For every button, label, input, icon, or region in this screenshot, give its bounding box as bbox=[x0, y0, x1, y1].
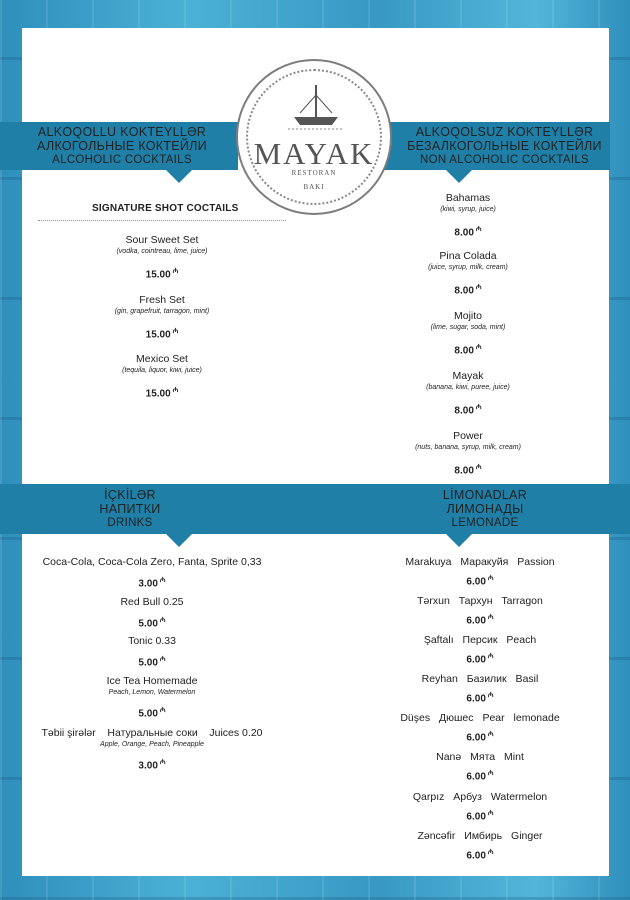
logo-title: MAYAK bbox=[253, 136, 375, 171]
signature-title: SIGNATURE SHOT COCTAILS bbox=[92, 203, 239, 214]
item-price: 15.00 ₼ bbox=[145, 268, 179, 281]
item-desc: Apple, Orange, Peach, Pineapple bbox=[100, 741, 204, 748]
item-price: 6.00 ₼ bbox=[466, 770, 494, 783]
header-arrow bbox=[166, 534, 192, 547]
item-desc: (tequila, liquor, kiwi, juice) bbox=[122, 367, 202, 374]
lemonade-item bbox=[360, 712, 600, 744]
menu-item bbox=[18, 675, 286, 720]
item-name: Coca-Cola, Coca-Cola Zero, Fanta, Sprite 0,33 bbox=[42, 556, 262, 568]
lemonade-item bbox=[360, 830, 600, 862]
item-name: Red Bull 0.25 bbox=[120, 596, 184, 608]
alcoholic-header-en: ALCOHOLIC COCKTAILS bbox=[52, 154, 192, 166]
item-price: 6.00 ₼ bbox=[466, 731, 494, 744]
item-desc: (juice, syrup, milk, cream) bbox=[428, 264, 508, 271]
lemonade-item bbox=[360, 751, 600, 783]
lemonade-header-az: LİMONADLAR bbox=[442, 488, 528, 502]
item-name: Qarpız Арбуз Watermelon bbox=[412, 791, 548, 803]
item-desc: (kiwi, syrup, juice) bbox=[440, 206, 496, 213]
item-price: 8.00 ₼ bbox=[454, 226, 482, 239]
item-name: Marakuya Маракуйя Passion bbox=[405, 556, 555, 568]
item-desc: (lime, sugar, soda, mint) bbox=[430, 324, 506, 331]
item-name: Zəncəfir Имбирь Ginger bbox=[417, 830, 543, 842]
menu-item bbox=[32, 234, 292, 281]
item-price: 6.00 ₼ bbox=[466, 849, 494, 862]
item-desc: (vodka, cointreau, lime, juice) bbox=[116, 248, 208, 255]
logo-subtitle-baki: BAKI bbox=[303, 183, 325, 191]
menu-item bbox=[18, 596, 286, 630]
lemonade-item bbox=[360, 556, 600, 588]
item-price: 6.00 ₼ bbox=[466, 653, 494, 666]
item-price: 6.00 ₼ bbox=[466, 614, 494, 627]
lemonade-item bbox=[360, 595, 600, 627]
lemonade-header bbox=[385, 488, 585, 530]
item-name: Təbii şirələr Натуральные соки Juices 0.20 bbox=[41, 727, 263, 739]
item-price: 3.00 ₼ bbox=[138, 759, 166, 772]
item-price: 8.00 ₼ bbox=[454, 284, 482, 297]
item-name: Düşes Дюшес Pear lemonade bbox=[400, 712, 560, 724]
non-alcoholic-header-az: ALKOQOLSUZ KOKTEYLLƏR bbox=[415, 125, 594, 139]
item-desc: Peach, Lemon, Watermelon bbox=[108, 689, 196, 696]
item-price: 6.00 ₼ bbox=[466, 810, 494, 823]
item-price: 8.00 ₼ bbox=[454, 464, 482, 477]
lemonade-item bbox=[360, 791, 600, 823]
item-name: Power bbox=[453, 430, 483, 442]
item-desc: (nuts, banana, syrup, milk, cream) bbox=[415, 444, 521, 451]
menu-item bbox=[338, 310, 598, 357]
item-price: 8.00 ₼ bbox=[454, 344, 482, 357]
lemonade-item bbox=[360, 673, 600, 705]
item-name: Nanə Мята Mint bbox=[436, 751, 524, 763]
item-price: 6.00 ₼ bbox=[466, 692, 494, 705]
drinks-header bbox=[40, 488, 220, 530]
item-price: 3.00 ₼ bbox=[138, 577, 166, 590]
header-arrow bbox=[166, 170, 192, 183]
item-price: 5.00 ₼ bbox=[138, 707, 166, 720]
menu-item bbox=[338, 250, 598, 297]
drinks-header-en: DRINKS bbox=[107, 517, 153, 529]
item-name: Mayak bbox=[452, 370, 484, 382]
menu-item bbox=[32, 294, 292, 341]
lemonade-header-ru: ЛИМОНАДЫ bbox=[446, 502, 524, 516]
non-alcoholic-header bbox=[402, 125, 607, 167]
item-desc: (banana, kiwi, puree, juice) bbox=[426, 384, 510, 391]
item-name: Şaftalı Персик Peach bbox=[423, 634, 537, 646]
menu-item bbox=[18, 635, 286, 669]
item-name: Mexico Set bbox=[136, 353, 188, 365]
item-name: Fresh Set bbox=[139, 294, 185, 306]
item-price: 6.00 ₼ bbox=[466, 575, 494, 588]
menu-item bbox=[338, 370, 598, 417]
dotted-divider bbox=[38, 220, 286, 221]
item-price: 15.00 ₼ bbox=[145, 328, 179, 341]
item-name: Tərxun Тархун Tarragon bbox=[417, 595, 543, 607]
drinks-header-az: İÇKİLƏR bbox=[104, 488, 156, 502]
item-name: Mojito bbox=[453, 310, 482, 322]
menu-item bbox=[338, 192, 598, 239]
ship-icon bbox=[288, 83, 344, 135]
logo-subtitle-restoran: RESTORAN bbox=[291, 169, 337, 177]
lemonade-header-en: LEMONADE bbox=[451, 517, 519, 529]
item-desc: (gin, grapefruit, tarragon, mint) bbox=[114, 308, 210, 315]
item-name: Ice Tea Homemade bbox=[106, 675, 198, 687]
non-alcoholic-header-ru: БЕЗАЛКОГОЛЬНЫЕ КОКТЕЙЛИ bbox=[407, 139, 602, 153]
menu-item bbox=[338, 430, 598, 477]
item-price: 8.00 ₼ bbox=[454, 404, 482, 417]
alcoholic-header-az: ALKOQOLLU KOKTEYLLƏR bbox=[37, 125, 207, 139]
item-name: Bahamas bbox=[445, 192, 491, 204]
item-price: 5.00 ₼ bbox=[138, 617, 166, 630]
menu-item bbox=[18, 727, 286, 772]
lemonade-item bbox=[360, 634, 600, 666]
drinks-header-ru: НАПИТКИ bbox=[99, 502, 161, 516]
item-name: Sour Sweet Set bbox=[125, 234, 199, 246]
menu-item bbox=[32, 353, 292, 400]
item-name: Tonic 0.33 bbox=[128, 635, 176, 647]
item-price: 5.00 ₼ bbox=[138, 656, 166, 669]
item-name: Pina Colada bbox=[439, 250, 497, 262]
header-arrow bbox=[446, 534, 472, 547]
item-price: 15.00 ₼ bbox=[145, 387, 179, 400]
menu-item bbox=[18, 556, 286, 590]
item-name: Reyhan Базилик Basil bbox=[421, 673, 539, 685]
alcoholic-header bbox=[22, 125, 222, 167]
header-arrow bbox=[446, 170, 472, 183]
alcoholic-header-ru: АЛКОГОЛЬНЫЕ КОКТЕЙЛИ bbox=[37, 139, 207, 153]
non-alcoholic-header-en: NON ALCOHOLIC COCKTAILS bbox=[419, 154, 589, 166]
